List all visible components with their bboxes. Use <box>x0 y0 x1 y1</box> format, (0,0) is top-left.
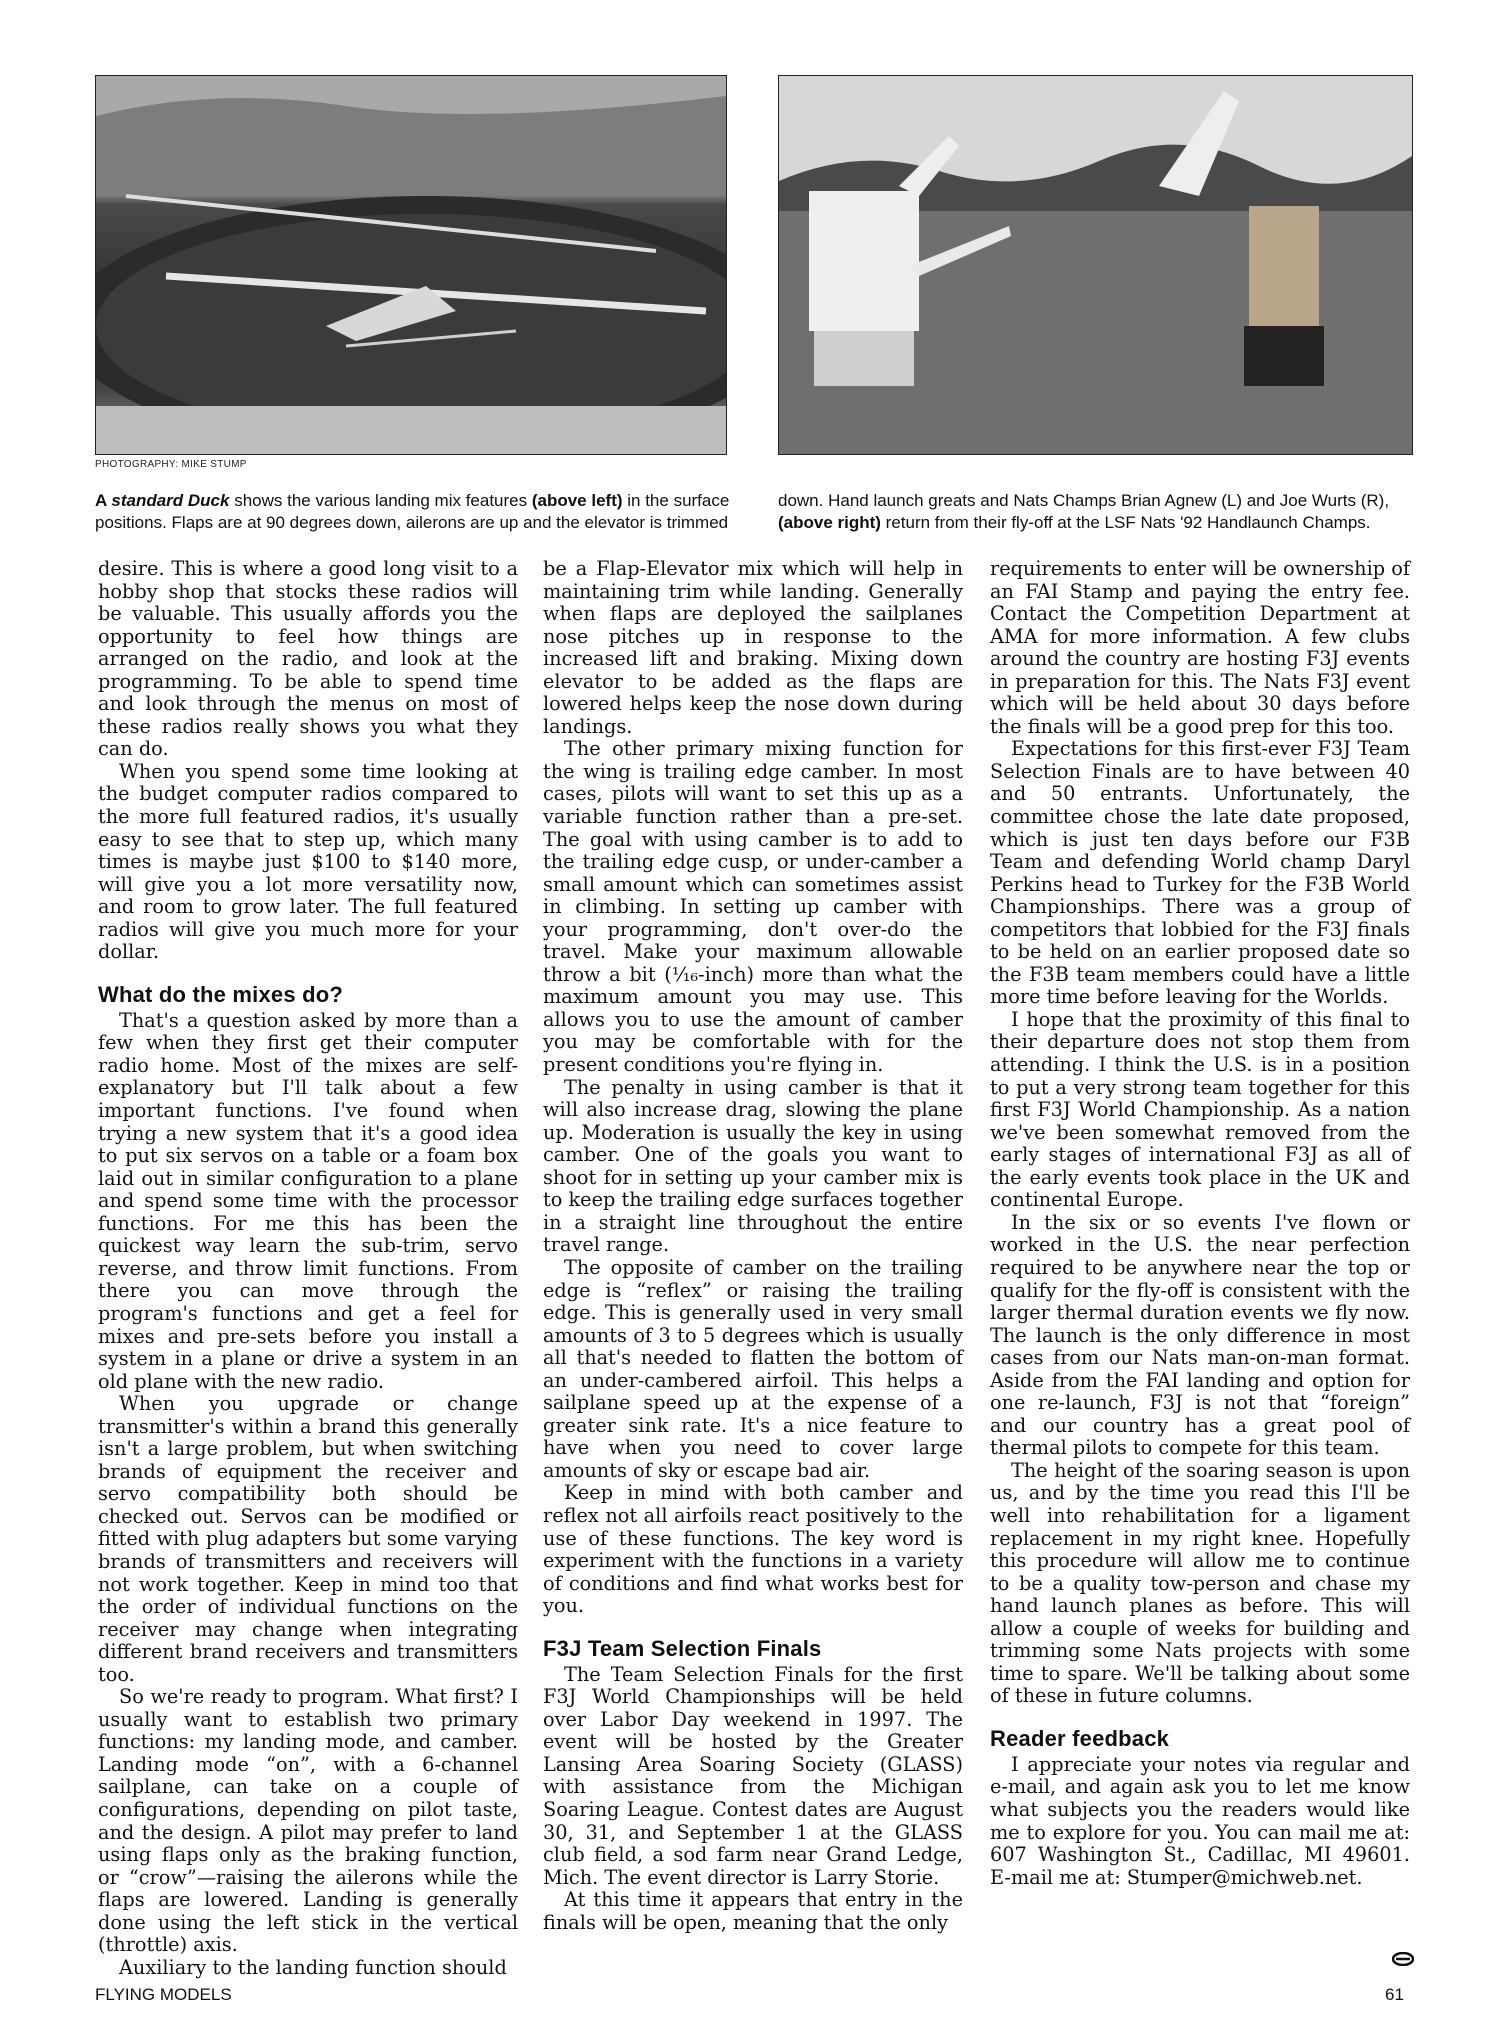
paragraph: When you upgrade or change transmitter's within a brand this generally isn't a large problem, but when switching brands of equipment the receiver and servo compatibility both should be checked out. Servos can be modified or fitted with plug adapters but some varying brands of transmitters and receivers will not work together. Keep in mind too that the order of individual functions on the receiver may change when integrating different brand receivers and transmitters too. <box>98 1392 518 1686</box>
caption-left-text: shows the various landing mix features <box>229 491 532 510</box>
paragraph: In the six or so events I've flown or worked in the U.S. the near perfection required to be anywhere near the top or qualify for the fly-off is consistent with the larger thermal duration events we fly now. The launch is the only difference in most cases from our Nats man-on-man format. Aside from the FAI landing and option for one re-launch, F3J is not that “foreign” and our country has a great pool of thermal pilots to compete for this team. <box>990 1210 1410 1460</box>
caption-right-bold: (above right) <box>778 513 881 532</box>
paragraph: The Team Selection Finals for the first F3J World Championships will be held over Labor Day weekend in 1997. The event will be hosted by the Greater Lansing Area Soaring Society (GLASS) with assistance from the Michigan Soaring League. Contest dates are August 30, 31, and September 1 at the GLASS club field, a sod farm near Grand Ledge, Mich. The event director is Larry Storie. <box>543 1662 963 1889</box>
section-heading-f3j: F3J Team Selection Finals <box>543 1635 822 1661</box>
article-column-3 <box>990 558 1410 1889</box>
paragraph: Auxiliary to the landing function should <box>119 1955 507 1979</box>
article-column-2 <box>543 558 963 1934</box>
caption-left-bold: (above left) <box>531 491 623 510</box>
paragraph: The other primary mixing function for the wing is trailing edge camber. In most cases, pilots will want to set this up as a variable function rather than a pre-set. The goal with using camber is to add to the trailing edge cusp, or under-camber a small amount which can sometimes assist in climbing. In setting up camber with your programming, don't over-do the travel. Make your maximum allowable throw a bit (¹⁄₁₆-inch) more than what the maximum amount you may use. This allows you to use the amount of camber you may be comfortable with for the present conditions you're flying in. <box>543 737 963 1077</box>
section-heading-feedback: Reader feedback <box>990 1725 1170 1751</box>
caption-right <box>778 490 1418 534</box>
photo-credit: PHOTOGRAPHY: MIKE STUMP <box>95 459 247 470</box>
paragraph: So we're ready to program. What first? I usually want to establish two primary functions: my landing mode, and camber. Landing mode “on”, with a 6-channel sailplane, can take on a couple of configurations, depending on pilot taste, and the design. A pilot may prefer to land using flaps only as the braking function, or “crow”—raising the ailerons while the flaps are lowered. Landing is generally done using the left stick in the vertical (throttle) axis. <box>98 1685 518 1957</box>
paragraph: I hope that the proximity of this final to their departure does not stop them from attending. I think the U.S. is in a position to put a very strong team together for this first F3J World Championship. As a nation we've been somewhat removed from the early stages of international F3J as all of the early events took place in the UK and continental Europe. <box>990 1007 1410 1212</box>
paragraph: At this time it appears that entry in the finals will be open, meaning that the only <box>543 1888 963 1934</box>
photo-sailplane-on-trampoline <box>95 75 727 455</box>
paragraph: be a Flap-Elevator mix which will help in maintaining trim while landing. Generally when flaps are deployed the sailplanes nose pitches up in response to the increased lift and braking. Mixing down elevator to be added as the flaps are lowered helps keep the nose down during landings. <box>543 557 963 738</box>
pilots-photo-illustration <box>779 76 1412 454</box>
footer-magazine-title: FLYING MODELS <box>95 1985 232 2004</box>
paragraph: Expectations for this first-ever F3J Team Selection Finals are to have between 40 and 50 entrants. Unfortunately, the committee chose the late date proposed, which is just ten days before our F3B Team and defending World champ Daryl Perkins head to Turkey for the F3B World Championships. There was a group of competitors that lobbied for the F3J finals to be held on an earlier proposed date so the F3B team members could have a little more time before leaving for the Worlds. <box>990 737 1410 1009</box>
caption-right-text: down. Hand launch greats and Nats Champs Brian Agnew (L) and Joe Wurts (R), <box>778 491 1390 510</box>
caption-left <box>95 490 745 534</box>
article-column-1 <box>98 558 518 1979</box>
paragraph: desire. This is where a good long visit to a hobby shop that stocks these radios will be valuable. This usually affords you the opportunity to feel how things are arranged on the radio, and look at the programming. To be able to spend time and look through the menus on most of these radios really shows you what they can do. <box>98 557 518 761</box>
paragraph: That's a question asked by more than a few when they first get their computer radio home. Most of the mixes are self-explanatory but I'll talk about a few important functions. I've found when trying a new system that it's a good idea to put six servos on a table or a foam box laid out in similar configuration to a plane and spend some time with the processor functions. For me this has been the quickest way learn the sub-trim, servo reverse, and throw limit functions. From there you can move through the program's functions and get a feel for mixes and pre-sets before you install a system in a plane or drive a system in an old plane with the new radio. <box>98 1008 518 1393</box>
paragraph: Keep in mind with both camber and reflex not all airfoils react positively to the use of these functions. The key word is experiment with the functions in a variety of conditions and find what works best for you. <box>543 1481 963 1618</box>
paragraph: The height of the soaring season is upon us, and by the time you read this I'll be well into rehabilitation for a ligament replacement in my right knee. Hopefully this procedure will allow me to continue to be a quality tow-person and chase my hand launch planes as before. This will allow a couple of weeks for building and trimming some Nats projects with some time to spare. We'll be talking about some of these in future columns. <box>990 1458 1410 1708</box>
sailplane-photo-illustration <box>96 76 726 454</box>
paragraph: requirements to enter will be ownership of an FAI Stamp and paying the entry fee. Contact the Competition Department at AMA for more information. A few clubs around the country are hosting F3J events in preparation for this. The Nats F3J event which will be held about 30 days before the finals will be a good prep for this too. <box>990 557 1410 738</box>
photo-pilots-with-gliders <box>778 75 1413 455</box>
caption-left-tail: in the surface positions. Flaps are at 90 degrees down, ailerons are up and the elevator is trimmed <box>95 491 730 532</box>
caption-right-tail: return from their fly-off at the LSF Nats '92 Handlaunch Champs. <box>880 513 1371 532</box>
end-mark-icon <box>1392 1952 1414 1966</box>
paragraph: The penalty in using camber is that it will also increase drag, slowing the plane up. Moderation is usually the key in using camber. One of the goals you want to shoot for in setting up your camber mix is to keep the trailing edge surfaces together in a straight line throughout the entire travel range. <box>543 1075 963 1257</box>
caption-left-lead: A <box>95 491 112 510</box>
section-heading-mixes: What do the mixes do? <box>98 981 343 1007</box>
paragraph: The opposite of camber on the trailing edge is “reflex” or raising the trailing edge. This is generally used in very small amounts of 3 to 5 degrees which is usually all that's needed to flatten the bottom of an under-cambered airfoil. This helps a sailplane speed up at the expense of a greater sink rate. It's a nice feature to have when you need to cover large amounts of sky or escape bad air. <box>543 1255 963 1482</box>
paragraph: When you spend some time looking at the budget computer radios compared to the more full featured radios, it's usually easy to see that to step up, which many times is maybe just $100 to $140 more, will give you a lot more versatility now, and room to grow later. The full featured radios will give you much more for your dollar. <box>98 759 518 964</box>
caption-left-italic: standard Duck <box>111 491 230 510</box>
footer-page-number: 61 <box>1385 1985 1404 2004</box>
end-of-article-icon <box>1392 1952 1414 1969</box>
paragraph: I appreciate your notes via regular and e-mail, and again ask you to let me know what subjects you the readers would like me to explore for you. You can mail me at: 607 Washington St., Cadillac, MI 49601. E-mail me at: Stumper@michweb.net. <box>990 1752 1410 1889</box>
